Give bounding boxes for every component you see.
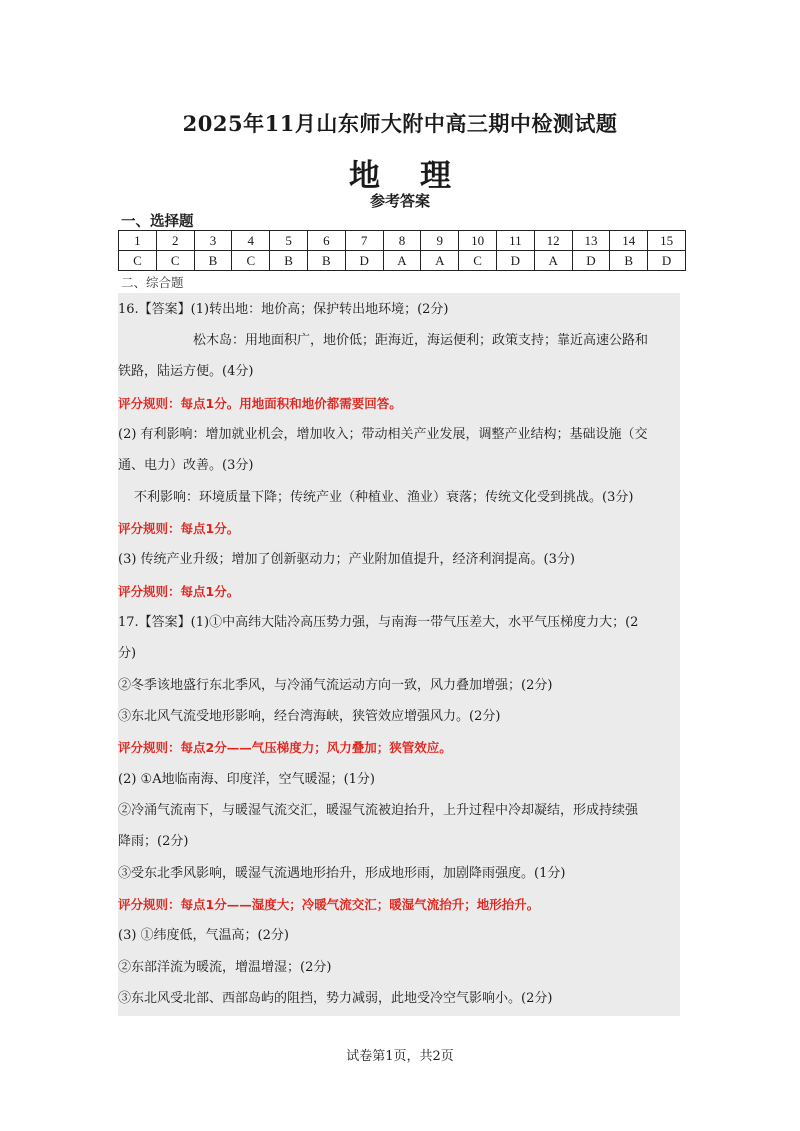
answer-line: ②东部洋流为暖流，增温增湿；(2分) [118, 960, 332, 975]
answer-line: 通、电力）改善。(3分) [118, 458, 254, 473]
answer-line: (3) ①纬度低，气温高；(2分) [118, 928, 289, 943]
section1-heading: 一、选择题 [121, 214, 194, 230]
answer-body [118, 293, 680, 1016]
scoring-rule: 评分规则：每点1分——湿度大；冷暖气流交汇；暖湿气流抬升；地形抬升。 [118, 897, 540, 912]
answer-line: 降雨；(2分) [118, 834, 189, 849]
answer-cell: B [307, 251, 345, 271]
question-number: 11 [496, 231, 534, 251]
answer-cell: D [345, 251, 383, 271]
answer-table [118, 230, 686, 271]
answer-line: (2) ①A地临南海、印度洋，空气暖湿；(1分) [118, 772, 376, 787]
answer-line: 分) [118, 646, 137, 661]
answer-line: (3) 传统产业升级；增加了创新驱动力；产业附加值提升，经济利润提高。(3分) [118, 552, 575, 567]
question-number: 7 [345, 231, 383, 251]
answer-cell: C [232, 251, 270, 271]
answer-table-answer-row [119, 251, 686, 271]
answer-line: ②冬季该地盛行东北季风，与冷涌气流运动方向一致，风力叠加增强；(2分) [118, 678, 553, 693]
question-number: 14 [610, 231, 648, 251]
question-number: 9 [421, 231, 459, 251]
answer-cell: C [119, 251, 157, 271]
scoring-rule: 评分规则：每点2分——气压梯度力；风力叠加；狭管效应。 [118, 740, 452, 755]
answer-cell: C [156, 251, 194, 271]
answer-cell: B [610, 251, 648, 271]
page-footer: 试卷第1页，共2页 [346, 1049, 454, 1064]
answer-line: ③东北风气流受地形影响，经台湾海峡，狭管效应增强风力。(2分) [118, 709, 501, 724]
answer-table-number-row [119, 231, 686, 251]
section2-heading: 二、综合题 [121, 275, 184, 290]
answer-line: 17.【答案】(1)①中高纬大陆冷高压势力强，与南海一带气压差大，水平气压梯度力大；(2 [118, 615, 639, 630]
reference-answer-label: 参考答案 [369, 192, 430, 210]
question-number: 5 [270, 231, 308, 251]
question-number: 4 [232, 231, 270, 251]
answer-cell: D [496, 251, 534, 271]
answer-line: ③受东北季风影响，暖湿气流遇地形抬升，形成地形雨，加剧降雨强度。(1分) [118, 866, 566, 881]
scoring-rule: 评分规则：每点1分。 [118, 584, 240, 599]
answer-cell: A [534, 251, 572, 271]
answer-line: 16.【答案】(1)转出地：地价高；保护转出地环境；(2分) [118, 302, 449, 317]
answer-cell: D [572, 251, 610, 271]
answer-cell: A [421, 251, 459, 271]
question-number: 12 [534, 231, 572, 251]
question-number: 2 [156, 231, 194, 251]
answer-line: 松木岛：用地面积广，地价低；距海近，海运便利；政策支持；靠近高速公路和 [193, 333, 649, 348]
answer-line: (2) 有利影响：增加就业机会，增加收入；带动相关产业发展，调整产业结构；基础设施（交 [118, 427, 648, 442]
answer-cell: B [194, 251, 232, 271]
question-number: 15 [648, 231, 686, 251]
answer-line: ②冷涌气流南下，与暖湿气流交汇，暖湿气流被迫抬升，上升过程中冷却凝结，形成持续强 [118, 803, 639, 818]
scoring-rule: 评分规则：每点1分。 [118, 521, 240, 536]
answer-line: ③东北风受北部、西部岛屿的阻挡，势力减弱，此地受冷空气影响小。(2分) [118, 991, 553, 1006]
question-number: 8 [383, 231, 421, 251]
answer-line: 铁路，陆运方便。(4分) [118, 364, 254, 379]
answer-line: 不利影响：环境质量下降；传统产业（种植业、渔业）衰落；传统文化受到挑战。(3分) [134, 490, 634, 505]
subject-title: 地理 [349, 158, 491, 194]
question-number: 3 [194, 231, 232, 251]
answer-cell: A [383, 251, 421, 271]
answer-cell: B [270, 251, 308, 271]
exam-title: 2025年11月山东师大附中高三期中检测试题 [182, 111, 618, 136]
answer-cell: D [648, 251, 686, 271]
question-number: 1 [119, 231, 157, 251]
question-number: 6 [307, 231, 345, 251]
question-number: 13 [572, 231, 610, 251]
answer-cell: C [459, 251, 497, 271]
question-number: 10 [459, 231, 497, 251]
scoring-rule: 评分规则：每点1分。用地面积和地价都需要回答。 [118, 396, 402, 411]
